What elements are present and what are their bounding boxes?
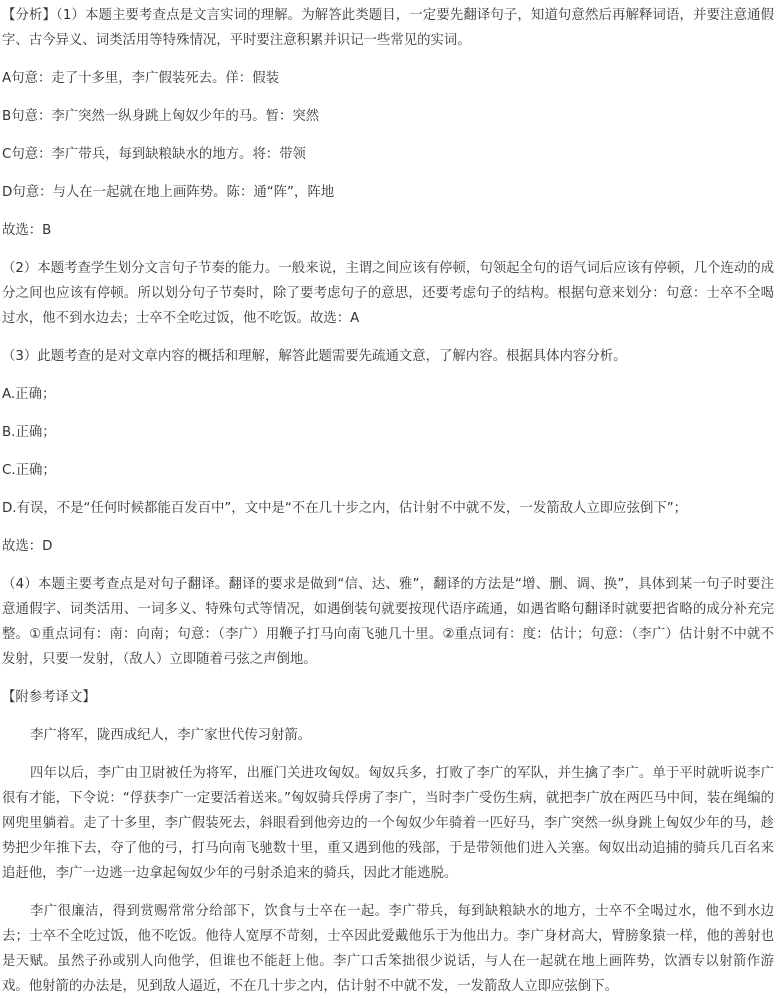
- question-3-option-d: D.有误，不是“任何时候都能百发百中”，文中是“不在几十步之内，估计射不中就不发，一发箭敌人立即应弦倒下”；: [2, 501, 688, 516]
- option-b-explanation: B句意：李广突然一纵身跳上匈奴少年的马。暂：突然: [2, 109, 320, 124]
- translation-paragraph-1: 李广将军，陇西成纪人，李广家世代传习射箭。: [30, 728, 312, 743]
- question-3-option-b: B.正确；: [2, 425, 56, 440]
- translation-heading: 【附参考译文】: [2, 690, 96, 705]
- question-4-analysis: （4）本题主要考查点是对句子翻译。翻译的要求是做到“信、达、雅”，翻译的方法是“增、删、调、换”，具体到某一句子时要注意通假字、词类活用、一词多义、特殊句式等情况，如遇倒装句就要按现代语序疏通，如遇省略句翻译时就要把省略的成分补充完整。①重点词有：南：向南；句意：（李广）用鞭子打马向南飞驰几十里。②重点词有：度：估计；句意：（李广）估计射不中就不发射，只要一发射，（敌人）立即随着弓弦之声倒地。: [2, 577, 774, 667]
- answer-1: 故选：B: [2, 223, 52, 238]
- option-d-explanation: D句意：与人在一起就在地上画阵势。陈：通“阵”，阵地: [2, 185, 335, 200]
- question-3-option-c: C.正确；: [2, 463, 56, 478]
- translation-paragraph-2: 四年以后，李广由卫尉被任为将军，出雁门关进攻匈奴。匈奴兵多，打败了李广的军队，并生擒了李广。单于平时就听说李广很有才能，下令说：“俘获李广一定要活着送来。”匈奴骑兵俘虏了李广，当时李广受伤生病，就把李广放在两匹马中间，装在绳编的网兜里躺着。走了十多里，李广假装死去，斜眼看到他旁边的一个匈奴少年骑着一匹好马，李广突然一纵身跳上匈奴少年的马，趁势把少年推下去，夺了他的弓，打马向南飞驰数十里，重又遇到他的残部，于是带领他们进入关塞。匈奴出动追捕的骑兵几百名来追赶他，李广一边逃一边拿起匈奴少年的弓射杀追来的骑兵，因此才能逃脱。: [2, 766, 774, 881]
- translation-paragraph-3: 李广很廉洁，得到赏赐常常分给部下，饮食与士卒在一起。李广带兵，每到缺粮缺水的地方，士卒不全喝过水，他不到水边去；士卒不全吃过饭，他不吃饭。他待人宽厚不苛刻，士卒因此爱戴他乐于为他出力。李广身材高大，臂膀象猿一样，他的善射也是天赋。虽然子孙或别人向他学，但谁也不能赶上他。李广口舌笨拙很少说话，与人在一起就在地上画阵势，饮酒专以射箭作游戏。他射箭的办法是，见到敌人逼近，不在几十步之内，估计射不中就不发，一发箭敌人立即应弦倒下。: [2, 904, 774, 994]
- answer-3: 故选：D: [2, 539, 53, 554]
- analysis-intro-paragraph: 【分析】（1）本题主要考查点是文言实词的理解。为解答此类题目，一定要先翻译句子，知道句意然后再解释词语，并要注意通假字、古今异义、词类活用等特殊情况，平时要注意积累并识记一些常见的实词。: [2, 8, 774, 48]
- option-c-explanation: C句意：李广带兵，每到缺粮缺水的地方。将：带领: [2, 147, 306, 162]
- question-2-analysis: （2）本题考查学生划分文言句子节奏的能力。一般来说，主谓之间应该有停顿，句领起全句的语气词后应该有停顿，几个连动的成分之间也应该有停顿。所以划分句子节奏时，除了要考虑句子的意思，还要考虑句子的结构。根据句意来划分：句意：士卒不全喝过水，他不到水边去；士卒不全吃过饭，他不吃饭。故选：A: [2, 261, 774, 326]
- question-3-analysis: （3）此题考查的是对文章内容的概括和理解，解答此题需要先疏通文意，了解内容。根据具体内容分析。: [2, 349, 627, 364]
- question-3-option-a: A.正确；: [2, 387, 56, 402]
- option-a-explanation: A句意：走了十多里，李广假装死去。佯：假装: [2, 71, 279, 86]
